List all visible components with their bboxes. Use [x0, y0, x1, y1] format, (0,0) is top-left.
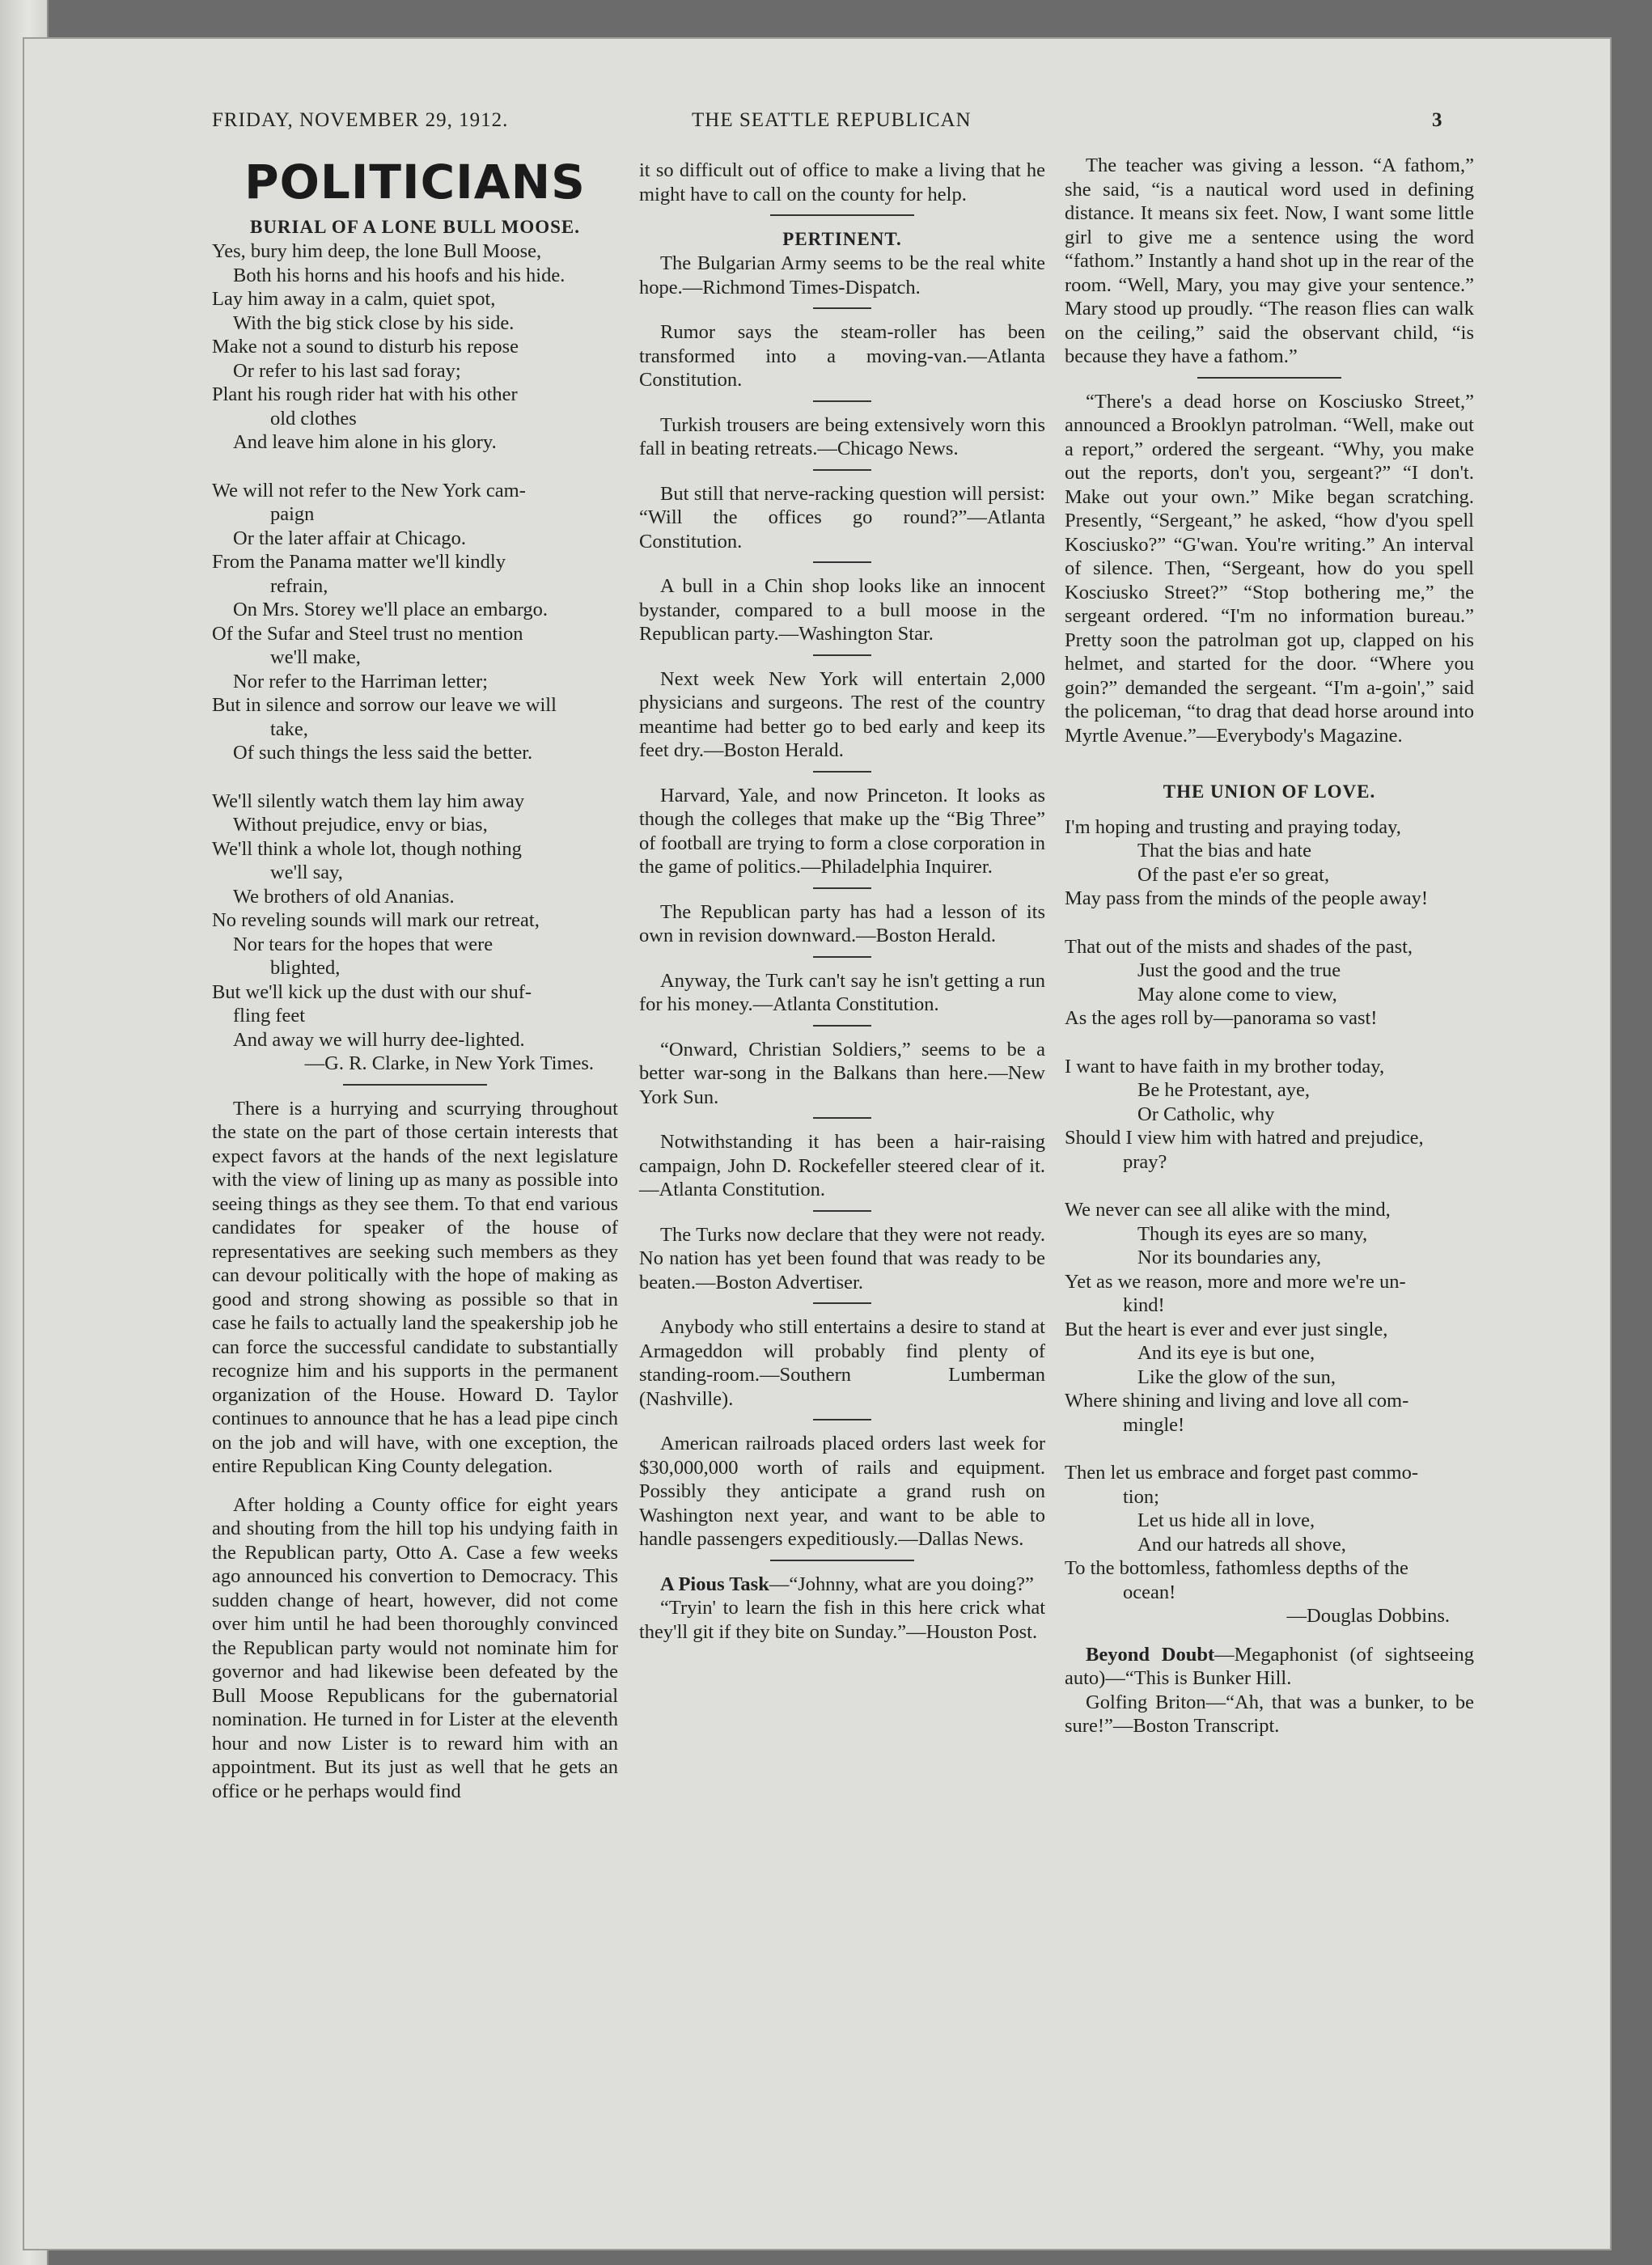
poem-line: Nor tears for the hopes that were [233, 933, 493, 955]
poem-line: Plant his rough rider hat with his other [212, 383, 518, 405]
poem-line: Make not a sound to disturb his repose [212, 336, 519, 358]
column-2 [639, 159, 1045, 1644]
poem-line: I'm hoping and trusting and praying today, [1065, 815, 1401, 838]
poem-stanza [212, 790, 618, 1052]
divider [813, 1302, 871, 1304]
poem-line: That out of the mists and shades of the past, [1065, 935, 1413, 958]
item-lead: A Pious Task [660, 1573, 769, 1595]
politicians-masthead: POLITICIANS [244, 155, 586, 210]
poem-line: We'll silently watch them lay him away [212, 790, 525, 812]
anecdote-fathom: The teacher was giving a lesson. “A fathom,” she said, “is a nautical word used in defining distance. It means six feet. Now, I want some little girl to give me a sentence using the word “fathom.” Instantly a hand shot up in the rear of the room. “Well, Mary, you may give your sentence.” Mary stood up proudly. “The reason flies can walk on the ceiling,” said the observant child, “is because they have a fathom.” [1065, 155, 1474, 367]
poem-line: To the bottomless, fathomless depths of the [1065, 1557, 1408, 1579]
newspaper-name: THE SEATTLE REPUBLICAN [692, 109, 972, 131]
poem-stanza [212, 239, 618, 455]
poem-stanza [1065, 1461, 1474, 1604]
poem-line: Should I view him with hatred and prejudice, [1065, 1127, 1424, 1149]
column-3 [1065, 154, 1474, 1738]
poem-line: Both his horns and his hoofs and his hide. [233, 264, 565, 286]
divider [813, 307, 871, 309]
poem-line: fling feet [233, 1005, 306, 1027]
poem-line: Though its eyes are so many, [1137, 1222, 1368, 1245]
item-text: —“Johnny, what are you doing?” [769, 1573, 1034, 1595]
poem-line: We will not refer to the New York cam- [212, 479, 526, 502]
divider [343, 1084, 487, 1086]
poem-stanza [1065, 1198, 1474, 1437]
item-lead: Beyond Doubt [1086, 1643, 1215, 1666]
poem-line: we'll make, [270, 646, 361, 668]
news-item: Turkish trousers are being extensively worn this fall in beating retreats.—Chicago News. [639, 413, 1045, 459]
poem-stanza [1065, 815, 1474, 911]
poem-line: mingle! [1123, 1413, 1185, 1436]
poem-line: May alone come to view, [1137, 983, 1337, 1005]
divider [813, 1210, 871, 1212]
poem-line: From the Panama matter we'll kindly [212, 551, 506, 573]
news-item: The Republican party has had a lesson of its own in revision downward.—Boston Herald. [639, 900, 1045, 946]
poem-line: tion; [1123, 1485, 1159, 1508]
news-item: Harvard, Yale, and now Princeton. It looks as though the colleges that make up the “Big Three” of football are trying to form a close corporation in the game of politics.—Philadelphia Inquirer. [639, 784, 1045, 878]
poem-line: Like the glow of the sun, [1137, 1365, 1336, 1388]
poem-line: We brothers of old Ananias. [233, 885, 455, 908]
divider [813, 561, 871, 563]
poem-line: Nor refer to the Harriman letter; [233, 670, 488, 692]
poem-line: Nor its boundaries any, [1137, 1247, 1322, 1268]
poem-line: paign [270, 503, 315, 525]
poem-line: No reveling sounds will mark our retreat, [212, 909, 540, 931]
poem-stanza [1065, 935, 1474, 1031]
poem-line: Without prejudice, envy or bias, [233, 814, 488, 836]
poem-line: ocean! [1123, 1581, 1176, 1603]
page-number: 3 [1432, 109, 1443, 131]
column-1 [212, 154, 618, 1803]
article-continuation: it so difficult out of office to make a living that he might have to call on the county for help. [639, 159, 1045, 205]
poem-line: Or refer to his last sad foray; [233, 359, 461, 382]
divider [813, 654, 871, 656]
news-item: The Bulgarian Army seems to be the real white hope.—Richmond Times-Dispatch. [639, 252, 1045, 298]
divider [813, 1025, 871, 1027]
divider [813, 1117, 871, 1119]
poem-line: Then let us embrace and forget past commo- [1065, 1462, 1418, 1484]
poem-line: And our hatreds all shove, [1137, 1533, 1346, 1556]
poem-line: kind! [1123, 1294, 1165, 1316]
divider [1197, 377, 1341, 379]
issue-date: FRIDAY, NOVEMBER 29, 1912. [212, 109, 509, 131]
anecdote-kosciusko: “There's a dead horse on Kosciusko Street,” announced a Brooklyn patrolman. “Well, make out a report,” ordered the sergeant. “Why, you make out the reports, don't you, sergeant?” “I don't. Make out your own.” Mike began scratching. Presently, “Sergeant,” he asked, “how d'you spell Kosciusko?” “G'wan. You're writing.” An interval of silence. Then, “Sergeant, how do you spell Kosciusko Street?” “Stop bothering me,” the sergeant ordered. “I'm no information bureau.” Pretty soon the patrolman got up, clapped on his helmet, and started for the door. “Where you goin?” demanded the sergeant. “I'm a-goin',” said the policeman, “to drag that dead horse around into Myrtle Avenue.”—Everybody's Magazine. [1065, 390, 1474, 747]
poem-line: pray? [1123, 1150, 1167, 1173]
poem-line: Or Catholic, why [1137, 1103, 1275, 1125]
section-title: PERTINENT. [782, 229, 902, 249]
news-item: Rumor says the steam-roller has been transformed into a moving-van.—Atlanta Constitution. [639, 321, 1045, 391]
news-item: Next week New York will entertain 2,000 physicians and surgeons. The rest of the country meantime had better go to bed early and keep its feet dry.—Boston Herald. [639, 667, 1045, 761]
news-item: American railroads placed orders last week for $30,000,000 worth of rails and equipment. Possibly they anticipate a grand rush on Washington next year, and want to be able to handle passengers expeditiously.—Dallas News. [639, 1433, 1045, 1550]
poem-line: I want to have faith in my brother today, [1065, 1055, 1385, 1077]
poem-attribution: —G. R. Clarke, in New York Times. [304, 1052, 594, 1074]
news-item: “Onward, Christian Soldiers,” seems to be a better war-song in the Balkans than here.—New York Sun. [639, 1038, 1045, 1108]
item-text: —Megaphonist (of sightseeing auto)—“This is Bunker Hill. [1065, 1643, 1474, 1689]
poem-line: And leave him alone in his glory. [233, 431, 497, 453]
divider [813, 771, 871, 773]
poem-line: Yes, bury him deep, the lone Bull Moose, [212, 240, 542, 262]
divider [770, 1560, 914, 1561]
poem-line: We never can see all alike with the mind, [1065, 1199, 1391, 1221]
poem-title: THE UNION OF LOVE. [1163, 781, 1376, 802]
poem-line: take, [270, 718, 308, 740]
poem-line: With the big stick close by his side. [233, 311, 515, 334]
poem-line: refrain, [270, 574, 328, 597]
news-item: A bull in a Chin shop looks like an innocent bystander, compared to a bull moose in the Republican party.—Washington Star. [639, 575, 1045, 645]
poem-line: Of the Sufar and Steel trust no mention [212, 622, 523, 645]
divider [813, 400, 871, 402]
poem-line: That the bias and hate [1137, 840, 1311, 862]
poem-line: Just the good and the true [1137, 959, 1341, 981]
poem-line: We'll think a whole lot, though nothing [212, 837, 522, 860]
poem-line: And away we will hurry dee-lighted. [233, 1028, 525, 1051]
poem-attribution: —Douglas Dobbins. [1286, 1605, 1450, 1627]
poem-line: blighted, [270, 957, 341, 979]
poem-line: But in silence and sorrow our leave we will [212, 694, 557, 716]
pious-task-reply: “Tryin' to learn the fish in this here crick what they'll git if they bite on Sunday.”—Houston Post. [639, 1597, 1045, 1643]
poem-line: Of the past e'er so great, [1137, 863, 1330, 886]
pious-task-item [639, 1573, 1045, 1597]
bull-moose-poem [212, 239, 618, 1052]
divider [770, 214, 914, 216]
poem-line: Of such things the less said the better. [233, 742, 533, 764]
news-item: But still that nerve-racking question will persist: “Will the offices go round?”—Atlanta Constitution. [639, 482, 1045, 552]
news-item: Anybody who still entertains a desire to stand at Armageddon will probably find plenty of standing-room.—Southern Lumberman (Nashville). [639, 1316, 1045, 1410]
poem-line: Where shining and living and love all com- [1065, 1390, 1409, 1412]
poem-line: But we'll kick up the dust with our shuf- [212, 980, 532, 1003]
news-item: The Turks now declare that they were not ready. No nation has yet been found that was ready to be beaten.—Boston Advertiser. [639, 1223, 1045, 1293]
poem-line: Let us hide all in love, [1137, 1509, 1315, 1531]
poem-line: May pass from the minds of the people away! [1065, 887, 1429, 909]
divider [813, 469, 871, 471]
poem-stanza [212, 479, 618, 765]
poem-line: Yet as we reason, more and more we're un- [1065, 1270, 1406, 1293]
divider [813, 956, 871, 958]
poem-line: As the ages roll by—panorama so vast! [1065, 1007, 1378, 1029]
union-of-love-poem [1065, 815, 1474, 1605]
beyond-doubt-item [1065, 1643, 1474, 1691]
poem-line: And its eye is but one, [1137, 1342, 1315, 1364]
poem-stanza [1065, 1055, 1474, 1175]
news-item: Notwithstanding it has been a hair-raising campaign, John D. Rockefeller steered clear of it.—Atlanta Constitution. [639, 1131, 1045, 1200]
poem-line: On Mrs. Storey we'll place an embargo. [233, 599, 549, 620]
article-paragraph: There is a hurrying and scurrying throughout the state on the part of those certain interests that expect favors at the hands of the next legislature with the view of lining up as many as possible into seeing things as they see them. To that end various candidates for speaker of the house of representatives are seeking such members as they can devour politically with the hope of making as good and strong showing as possible so that in case he fails to actually land the speakership job he can force the successful candidate to substantially recognize him and his supports in the permanent organization of the House. Howard D. Taylor continues to announce that he has a lead pipe cinch on the job and will have, with one exception, the entire Republican King County delegation. [212, 1097, 618, 1477]
news-item: Anyway, the Turk can't say he isn't getting a run for his money.—Atlanta Constitution. [639, 969, 1045, 1015]
poem-line: old clothes [270, 407, 357, 430]
poem-line: Or the later affair at Chicago. [233, 527, 466, 549]
poem-line: Lay him away in a calm, quiet spot, [212, 288, 496, 310]
poem-line: Be he Protestant, aye, [1137, 1079, 1310, 1101]
poem-line: But the heart is ever and ever just single, [1065, 1318, 1388, 1340]
divider [813, 887, 871, 889]
beyond-doubt-reply: Golfing Briton—“Ah, that was a bunker, to be sure!”—Boston Transcript. [1065, 1691, 1474, 1737]
article-paragraph: After holding a County office for eight years and shouting from the hill top his undying faith in the Republican party, Otto A. Case a few weeks ago announced his convertion to Democracy. This sudden change of heart, however, did not come over him until he had been thoroughly convinced the Republican party would not nominate him for governor and had likewise been defeated by the Bull Moose Republicans for the gubernatorial nomination. He turned in for Lister at the eleventh hour and now Lister is to reward him with an appointment. But its just as well that he gets an office or he perhaps would find [212, 1493, 618, 1802]
poem-line: we'll say, [270, 862, 343, 883]
poem-title: BURIAL OF A LONE BULL MOOSE. [249, 217, 581, 237]
divider [813, 1419, 871, 1420]
